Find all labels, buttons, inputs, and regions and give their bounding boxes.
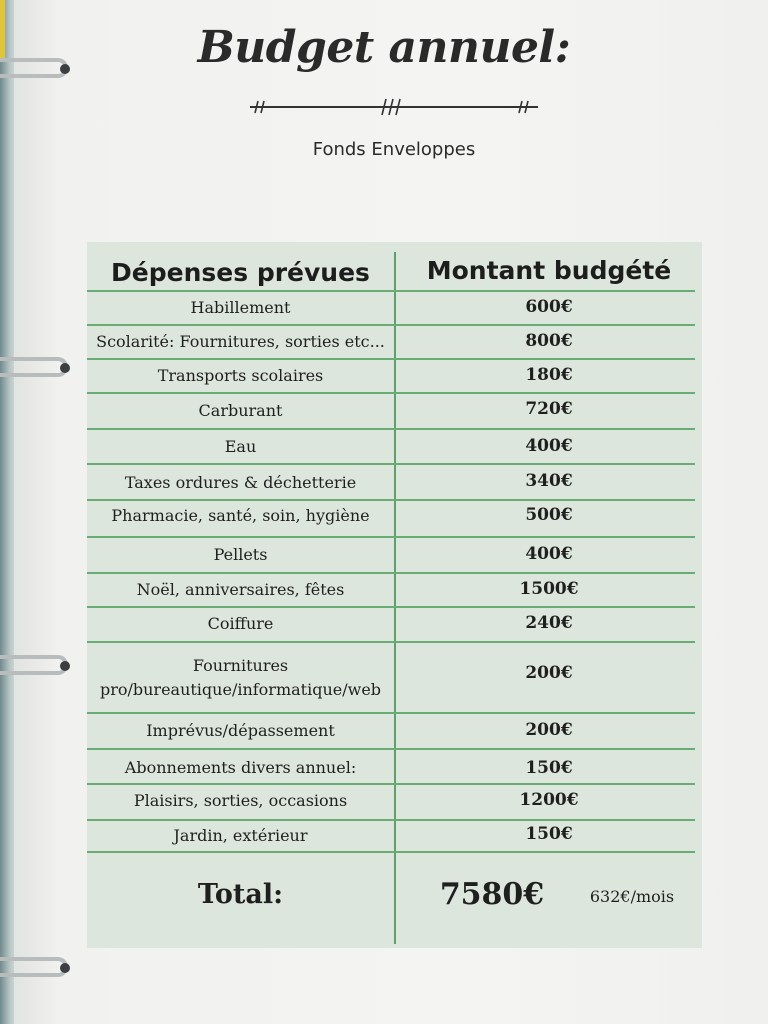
table-row-label: Carburant xyxy=(198,401,283,420)
page-title: Budget annuel: xyxy=(197,22,571,73)
table-row-label: Transports scolaires xyxy=(157,366,324,385)
total-value: 7580€ xyxy=(439,876,545,912)
total-monthly: 632€/mois xyxy=(589,886,675,906)
table-row-amount: 200€ xyxy=(525,663,573,683)
budget-table xyxy=(87,242,702,948)
table-row-label: Habillement xyxy=(190,298,291,317)
header-expenses: Dépenses prévues xyxy=(111,257,370,287)
table-row-label: Taxes ordures & déchetterie xyxy=(124,473,357,492)
table-row-amount: 1200€ xyxy=(519,790,579,810)
table-row-label: Fournitures pro/bureautique/informatique/web xyxy=(99,656,382,699)
table-row-amount: 600€ xyxy=(525,297,573,317)
table-row-label: Pharmacie, santé, soin, hygiène xyxy=(111,506,370,525)
table-row-label: Eau xyxy=(224,436,257,456)
row-line xyxy=(87,851,695,853)
table-row-label: Pellets xyxy=(213,545,268,564)
table-row-amount: 180€ xyxy=(525,365,573,385)
arrow-divider-icon xyxy=(248,98,540,116)
table-row-label: Imprévus/dépassement xyxy=(146,721,335,740)
table-row-label: Noël, anniversaires, fêtes xyxy=(136,580,345,599)
page-subtitle: Fonds Enveloppes xyxy=(312,139,476,160)
table-row-amount: 200€ xyxy=(525,720,573,740)
table-row-amount: 150€ xyxy=(525,824,573,844)
binder-ring xyxy=(0,957,68,977)
total-label: Total: xyxy=(197,878,284,910)
table-row-amount: 500€ xyxy=(525,505,573,525)
table-row-amount: 720€ xyxy=(525,399,573,419)
table-row-amount: 240€ xyxy=(525,613,573,633)
table-row-label: Jardin, extérieur xyxy=(173,826,308,845)
table-row-amount: 1500€ xyxy=(519,579,579,599)
table-row-amount: 400€ xyxy=(525,544,573,564)
binder-ring xyxy=(0,655,68,675)
header-amount: Montant budgété xyxy=(426,255,672,285)
table-row-amount: 400€ xyxy=(525,435,573,456)
table-row-amount: 150€ xyxy=(525,757,573,778)
table-row-label: Plaisirs, sorties, occasions xyxy=(133,791,348,810)
table-row-amount: 800€ xyxy=(525,331,573,351)
table-row-label: Abonnements divers annuel: xyxy=(124,757,357,777)
table-row-amount: 340€ xyxy=(525,471,573,491)
table-row-label: Scolarité: Fournitures, sorties etc... xyxy=(96,332,385,351)
binder-ring xyxy=(0,357,68,377)
table-row-label: Coiffure xyxy=(207,614,274,633)
